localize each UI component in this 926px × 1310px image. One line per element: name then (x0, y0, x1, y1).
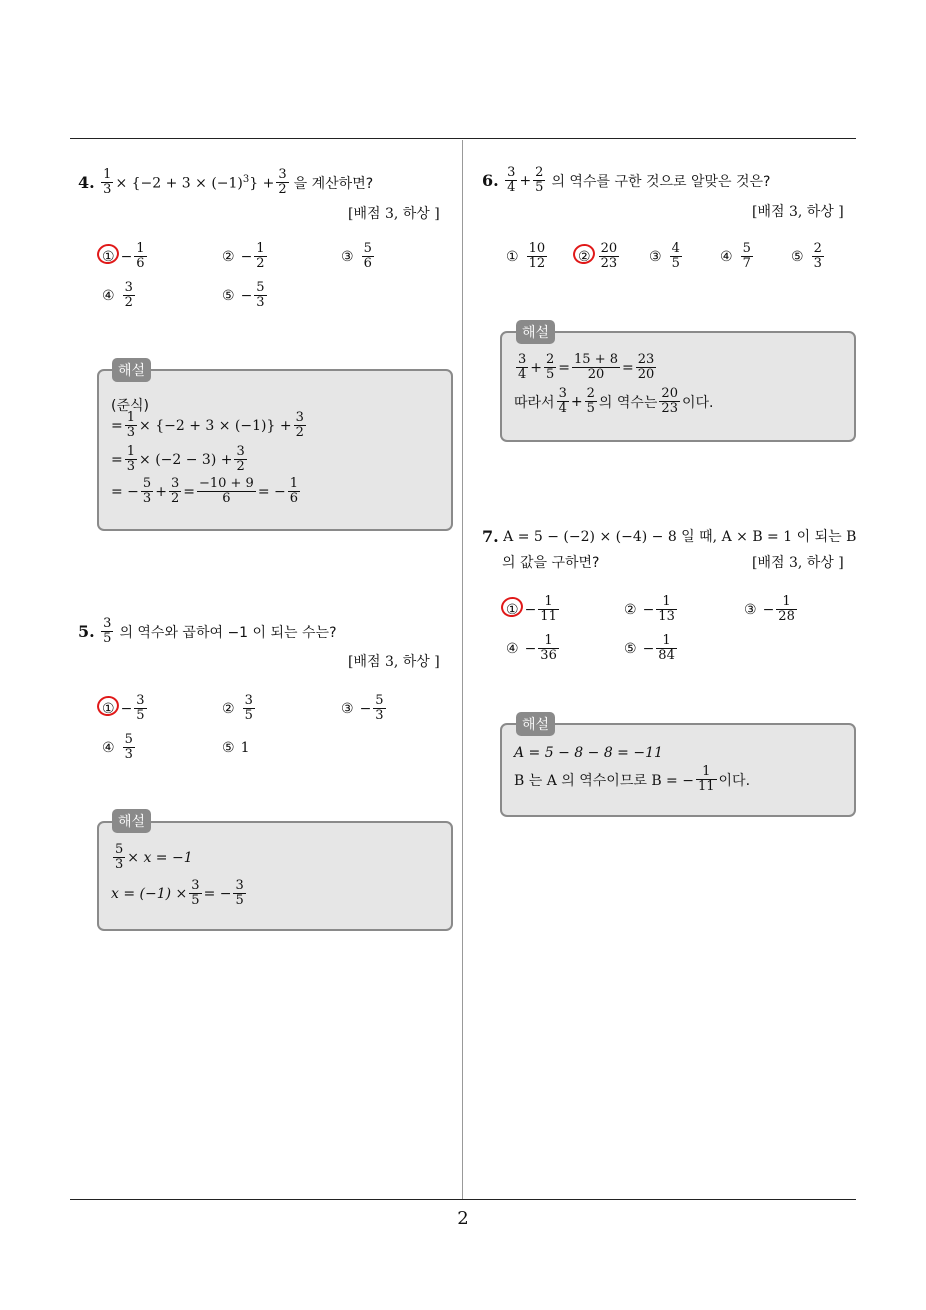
selected-mark (499, 595, 525, 619)
option-5[interactable]: ⑤ − $\frac{5}{3}$ (222, 280, 265, 311)
solution-label: 해설 (112, 358, 151, 382)
option-1[interactable]: ① $\frac{10}{12}$ (506, 241, 546, 272)
fraction: $\frac{1}{28}$ (778, 594, 795, 625)
question-text: 을 계산하면? (293, 175, 374, 192)
solution-box (500, 723, 856, 817)
question-6-stem: 6. $\frac{3}{4}$ + $\frac{2}{5}$ 의 역수를 구한 것으로 알맞은 것은? (482, 165, 771, 196)
option-5[interactable]: ⑤ $\frac{2}{3}$ (791, 241, 822, 272)
score-label: [배점 3, 하상 ] (752, 204, 844, 220)
question-number: 5. (78, 622, 95, 642)
score-label: [배점 3, 하상 ] (348, 654, 440, 670)
column-divider (462, 140, 463, 1200)
option-5[interactable]: ⑤ 1 (222, 740, 250, 756)
solution-line: = $\frac{1}{3}$ × {−2 + 3 × (−1)} + $\frac{3}{2}$ (111, 410, 304, 441)
option-4[interactable]: ④ $\frac{5}{3}$ (102, 732, 133, 763)
fraction: $\frac{1}{36}$ (540, 633, 557, 664)
option-1[interactable]: ① − $\frac{1}{11}$ (506, 595, 561, 625)
question-7-stem (482, 526, 856, 546)
option-2[interactable]: ② − $\frac{1}{13}$ (624, 594, 675, 625)
question-text: 의 역수와 곱하여 −1 이 되는 수는? (119, 624, 337, 641)
solution-line: A = 5 − 8 − 8 = −11 (514, 745, 663, 761)
question-number: 4. (78, 173, 95, 193)
selected-mark (95, 242, 121, 266)
fraction: $\frac{10}{12}$ (528, 241, 546, 272)
solution-line: (준식) (111, 398, 149, 414)
question-5-stem (78, 617, 337, 647)
option-5[interactable]: ⑤ − $\frac{1}{84}$ (624, 633, 675, 664)
fraction: $\frac{4}{5}$ (671, 241, 680, 272)
solution-box (97, 369, 453, 531)
question-number: 7. (482, 526, 499, 546)
question-4-stem (78, 168, 373, 198)
fraction: $\frac{3}{5}$ (103, 616, 112, 647)
solution-line: $\frac{5}{3}$ × x = −1 (115, 842, 193, 873)
solution-line: x = (−1) × $\frac{3}{5}$ = − $\frac{3}{5}$ (111, 878, 244, 909)
solution-line: B 는 A 의 역수이므로 B = − $\frac{1}{11}$ 이다. (514, 764, 751, 795)
option-3[interactable]: ③ $\frac{5}{6}$ (341, 241, 372, 272)
fraction: $\frac{20}{23}$ (600, 241, 618, 272)
solution-line: 따라서 $\frac{3}{4}$ + $\frac{2}{5}$ 의 역수는 $\frac{20}{23}$ 이다. (514, 386, 714, 417)
solution-label: 해설 (516, 712, 555, 736)
option-4[interactable]: ④ − $\frac{1}{36}$ (506, 633, 557, 664)
fraction: $\frac{1}{11}$ (540, 594, 557, 625)
fraction: $\frac{3}{2}$ (124, 280, 133, 311)
fraction: $\frac{2}{5}$ (535, 165, 544, 196)
solution-line: = $\frac{1}{3}$ × (−2 − 3) + $\frac{3}{2}$ (111, 444, 245, 475)
fraction: $\frac{3}{2}$ (278, 167, 287, 198)
score-label: [배점 3, 하상 ] (752, 555, 844, 571)
solution-line: $\frac{3}{4}$ + $\frac{2}{5}$ = $\frac{15 + 8}{20}$ = $\frac{23}{20}$ (518, 352, 655, 383)
option-3[interactable]: ③ − $\frac{5}{3}$ (341, 693, 384, 724)
solution-label: 해설 (112, 809, 151, 833)
fraction: $\frac{5}{7}$ (742, 241, 751, 272)
option-2[interactable]: ② $\frac{3}{5}$ (222, 693, 253, 724)
top-rule (70, 138, 856, 139)
fraction: $\frac{2}{3}$ (813, 241, 822, 272)
option-1[interactable]: ① − $\frac{3}{5}$ (102, 694, 149, 724)
expression: × $\{-2 + 3 \times (-1)^3\}$ + (115, 173, 275, 192)
score-label: [배점 3, 하상 ] (348, 206, 440, 222)
fraction: $\frac{5}{6}$ (363, 241, 372, 272)
fraction: $\frac{1}{2}$ (256, 241, 265, 272)
fraction: $\frac{3}{5}$ (136, 693, 145, 724)
selected-mark (571, 242, 597, 266)
fraction: $\frac{3}{4}$ (507, 165, 516, 196)
fraction: $\frac{1}{13}$ (658, 594, 675, 625)
solution-line: = − $\frac{5}{3}$ + $\frac{3}{2}$ = $\frac{-10 + 9}{6}$ = − $\frac{1}{6}$ (111, 476, 299, 507)
question-text: 의 값을 구하면? (502, 555, 600, 571)
fraction: $\frac{1}{3}$ (103, 167, 112, 198)
solution-box (500, 331, 856, 442)
solution-box (97, 821, 453, 931)
fraction: $\frac{5}{3}$ (124, 732, 133, 763)
option-2[interactable]: ② − $\frac{1}{2}$ (222, 241, 265, 272)
option-4[interactable]: ④ $\frac{3}{2}$ (102, 280, 133, 311)
question-text: A = 5 − (−2) × (−4) − 8 일 때, A × B = 1 이 되는 B (503, 529, 857, 545)
option-1[interactable]: ① − $\frac{1}{6}$ (102, 242, 149, 272)
fraction: $\frac{1}{84}$ (658, 633, 675, 664)
option-3[interactable]: ③ − $\frac{1}{28}$ (744, 594, 795, 625)
fraction: $\frac{1}{6}$ (136, 241, 145, 272)
fraction: $\frac{5}{3}$ (375, 693, 384, 724)
fraction: $\frac{5}{3}$ (256, 280, 265, 311)
option-2[interactable]: ② $\frac{20}{23}$ (578, 242, 621, 272)
solution-label: 해설 (516, 320, 555, 344)
bottom-rule (70, 1199, 856, 1200)
page-number: 2 (457, 1208, 469, 1229)
question-text: 의 역수를 구한 것으로 알맞은 것은? (551, 173, 771, 190)
fraction: $\frac{3}{5}$ (244, 693, 253, 724)
option-4[interactable]: ④ $\frac{5}{7}$ (720, 241, 751, 272)
selected-mark (95, 694, 121, 718)
question-number: 6. (482, 171, 499, 191)
option-3[interactable]: ③ $\frac{4}{5}$ (649, 241, 680, 272)
